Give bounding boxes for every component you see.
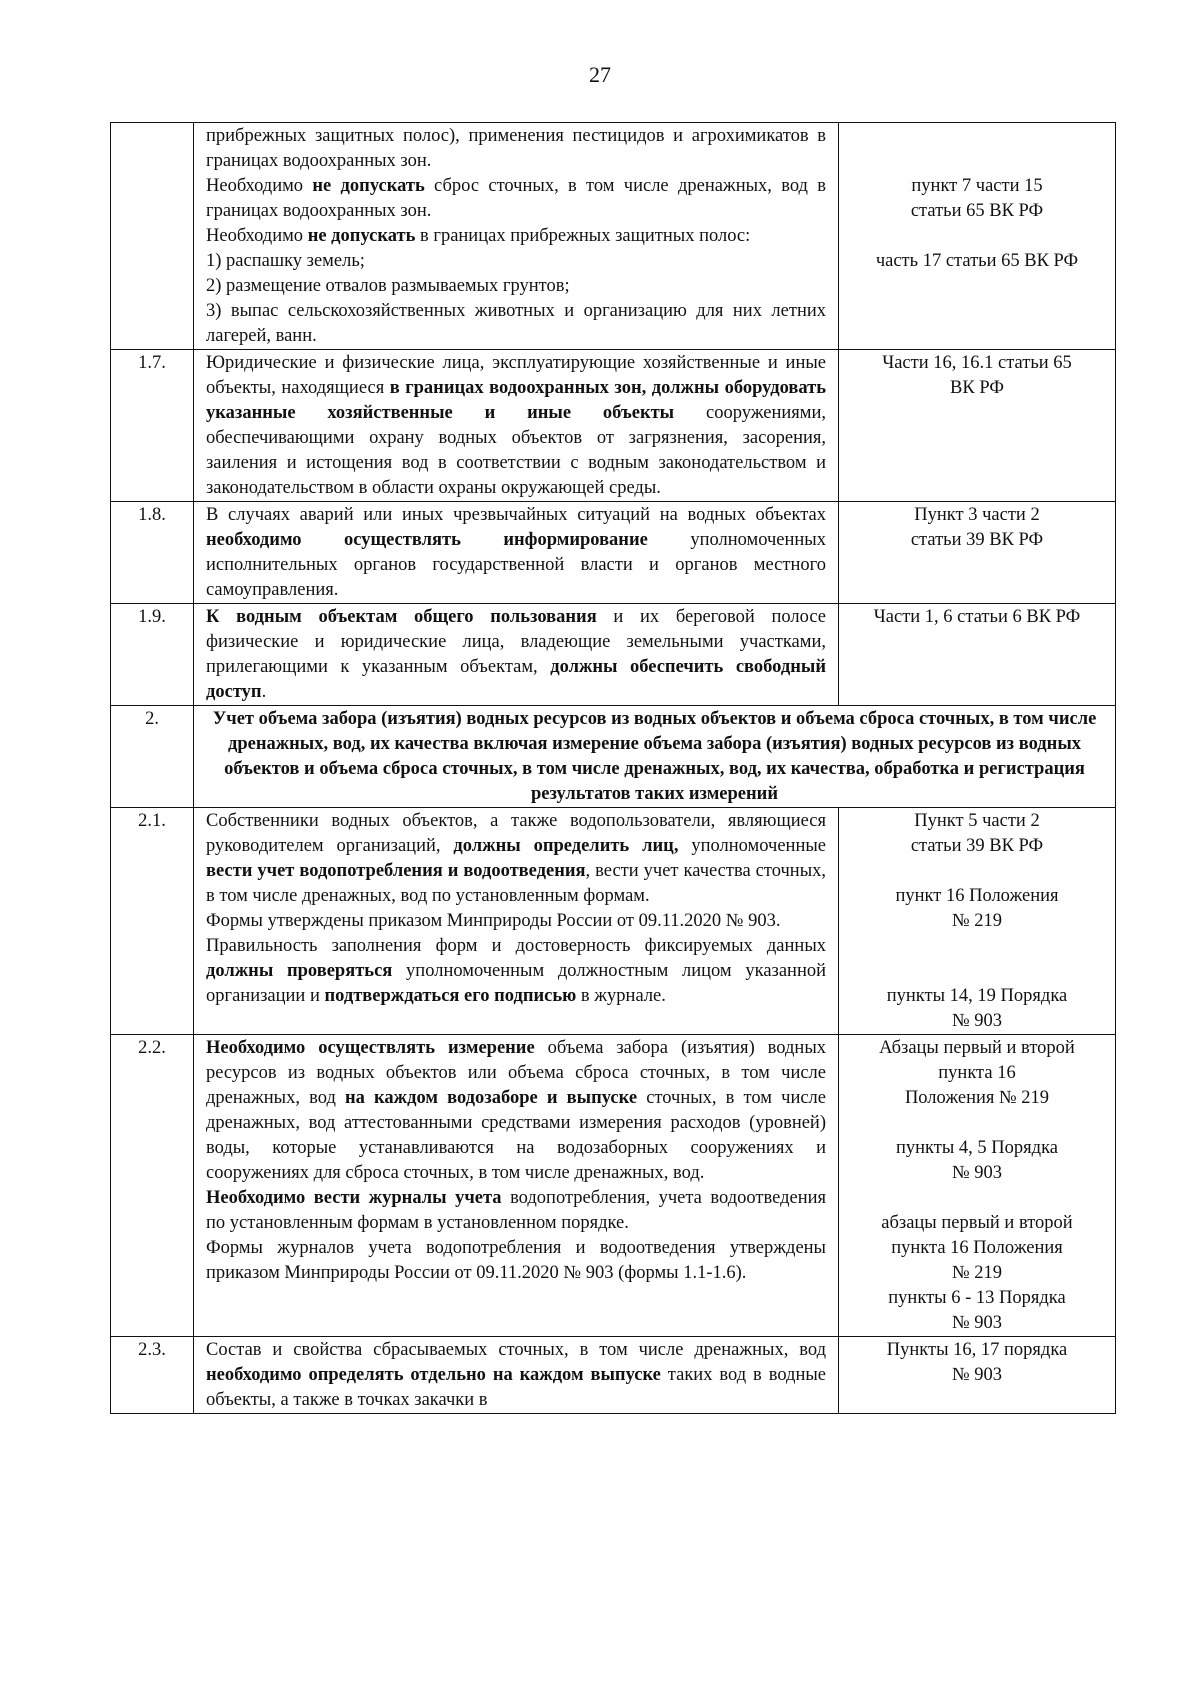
legal-reference (839, 604, 1116, 706)
requirement-paragraph: 1) распашку земель; (206, 251, 365, 271)
row-number (111, 123, 194, 350)
reference-line: Абзацы первый и второй (879, 1038, 1075, 1058)
row-number: 2.3. (111, 1337, 194, 1414)
reference-line (851, 959, 1103, 984)
reference-line (851, 1111, 1103, 1136)
reference-line: Части 1, 6 статьи 6 ВК РФ (873, 607, 1081, 627)
legal-reference (839, 502, 1116, 604)
table-row (111, 604, 1116, 706)
reference-line (851, 934, 1103, 959)
reference-line: № 903 (951, 1313, 1003, 1333)
legal-reference (839, 350, 1116, 502)
row-number: 1.9. (111, 604, 194, 706)
reference-line: Пункт 5 части 2 (914, 811, 1040, 831)
legal-reference (839, 1337, 1116, 1414)
requirement-paragraph: Формы утверждены приказом Минприроды России от 09.11.2020 № 903. (206, 911, 781, 931)
page-number: 27 (589, 62, 611, 87)
section-heading: Учет объема забора (изъятия) водных ресурсов из водных объектов и объема сброса сточных, в том числе дренажных, вод, их качества включая измерение объема забора (изъятия) водных ресурсов из водных объектов и объема сброса сточных, в том числе дренажных, вод, их качества, обработка и регистрация результатов таких измерений (194, 706, 1116, 808)
row-number: 2.1. (111, 808, 194, 1035)
requirement-text (194, 350, 839, 502)
row-number: 1.8. (111, 502, 194, 604)
reference-line (851, 124, 1103, 149)
requirement-paragraph: 3) выпас сельскохозяйственных животных и организацию для них летних лагерей, ванн. (206, 301, 826, 346)
table-row (111, 808, 1116, 1035)
reference-line: Пункт 3 части 2 (914, 505, 1040, 525)
legal-reference (839, 123, 1116, 350)
reference-line: № 219 (951, 911, 1003, 931)
row-number: 1.7. (111, 350, 194, 502)
requirement-text (194, 123, 839, 350)
requirement-paragraph: 2) размещение отвалов размываемых грунтов; (206, 276, 570, 296)
requirement-paragraph: Необходимо не допускать в границах прибрежных защитных полос: (206, 226, 751, 246)
table-row (111, 350, 1116, 502)
reference-line: Положения № 219 (904, 1088, 1050, 1108)
requirement-text (194, 808, 839, 1035)
requirement-text (194, 604, 839, 706)
row-number: 2.2. (111, 1035, 194, 1337)
reference-line (851, 859, 1103, 884)
reference-line: пункты 14, 19 Порядка (886, 986, 1068, 1006)
requirement-paragraph: Состав и свойства сбрасываемых сточных, в том числе дренажных, вод необходимо определять отдельно на каждом выпуске таких вод в водные объекты, а также в точках закачки в (206, 1340, 826, 1410)
requirement-paragraph: Формы журналов учета водопотребления и водоотведения утверждены приказом Минприроды России от 09.11.2020 № 903 (формы 1.1-1.6). (206, 1238, 826, 1283)
row-number: 2. (111, 706, 194, 808)
table-row (111, 1337, 1116, 1414)
reference-line: ВК РФ (950, 378, 1004, 398)
requirement-paragraph: Юридические и физические лица, эксплуатирующие хозяйственные и иные объекты, находящиеся в границах водоохранных зон, должны оборудовать указанные хозяйственные и иные объекты сооружениями, обеспечивающими охрану водных объектов от загрязнения, засорения, заиления и истощения вод в соответствии с водным законодательством и законодательством в области охраны окружающей среды. (206, 353, 826, 498)
table-row (111, 1035, 1116, 1337)
reference-line: пункт 7 части 15 (911, 176, 1043, 196)
reference-line: пункты 6 - 13 Порядка (888, 1288, 1066, 1308)
reference-line: абзацы первый и второй (881, 1213, 1073, 1233)
requirement-paragraph: Собственники водных объектов, а также водопользователи, являющиеся руководителем организаций, должны определить лиц, уполномоченные вести учет водопотребления и водоотведения, вести учет качества сточных, в том числе дренажных, вод по установленным формам. (206, 811, 826, 906)
reference-line: Пункты 16, 17 порядка (886, 1340, 1068, 1360)
reference-line: № 219 (951, 1263, 1003, 1283)
requirement-text (194, 1337, 839, 1414)
requirement-paragraph: Необходимо вести журналы учета водопотребления, учета водоотведения по установленным формам в установленном порядке. (206, 1188, 826, 1233)
requirement-paragraph: Необходимо не допускать сброс сточных, в том числе дренажных, вод в границах водоохранных зон. (206, 176, 826, 221)
requirement-paragraph: В случаях аварий или иных чрезвычайных ситуаций на водных объектах необходимо осуществлять информирование уполномоченных исполнительных органов государственной власти и органов местного самоуправления. (206, 505, 826, 600)
requirement-paragraph: Необходимо осуществлять измерение объема забора (изъятия) водных ресурсов из водных объектов или объема сброса сточных, в том числе дренажных, вод на каждом водозаборе и выпуске сточных, в том числе дренажных, вод аттестованными средствами измерения расходов (уровней) воды, которые устанавливаются на водозаборных сооружениях и сооружениях для сброса сточных, в том числе дренажных, вод. (206, 1038, 826, 1183)
reference-line: статьи 39 ВК РФ (910, 530, 1044, 550)
reference-line: пункты 4, 5 Порядка (895, 1138, 1058, 1158)
reference-line: пункт 16 Положения (895, 886, 1059, 906)
reference-line: пункта 16 (938, 1063, 1016, 1083)
requirement-text (194, 502, 839, 604)
requirement-paragraph: прибрежных защитных полос), применения пестицидов и агрохимикатов в границах водоохранных зон. (206, 126, 826, 171)
table-row (111, 706, 1116, 808)
reference-line: часть 17 статьи 65 ВК РФ (875, 251, 1079, 271)
reference-line (851, 149, 1103, 174)
reference-line: № 903 (951, 1011, 1003, 1031)
legal-reference (839, 808, 1116, 1035)
reference-line (851, 1186, 1103, 1211)
table-row (111, 502, 1116, 604)
reference-line: № 903 (951, 1365, 1003, 1385)
reference-line: статьи 39 ВК РФ (910, 836, 1044, 856)
reference-line: № 903 (951, 1163, 1003, 1183)
reference-line (851, 224, 1103, 249)
requirement-text (194, 1035, 839, 1337)
requirement-paragraph: Правильность заполнения форм и достоверность фиксируемых данных должны проверяться уполномоченным должностным лицом указанной организации и подтверждаться его подписью в журнале. (206, 936, 826, 1006)
table-row (111, 123, 1116, 350)
requirement-paragraph: К водным объектам общего пользования и их береговой полосе физические и юридические лица, владеющие земельными участками, прилегающими к указанным объектам, должны обеспечить свободный доступ. (206, 607, 827, 702)
reference-line: Части 16, 16.1 статьи 65 (882, 353, 1072, 373)
requirements-table (110, 122, 1116, 1414)
reference-line: статьи 65 ВК РФ (910, 201, 1044, 221)
reference-line: пункта 16 Положения (891, 1238, 1063, 1258)
legal-reference (839, 1035, 1116, 1337)
